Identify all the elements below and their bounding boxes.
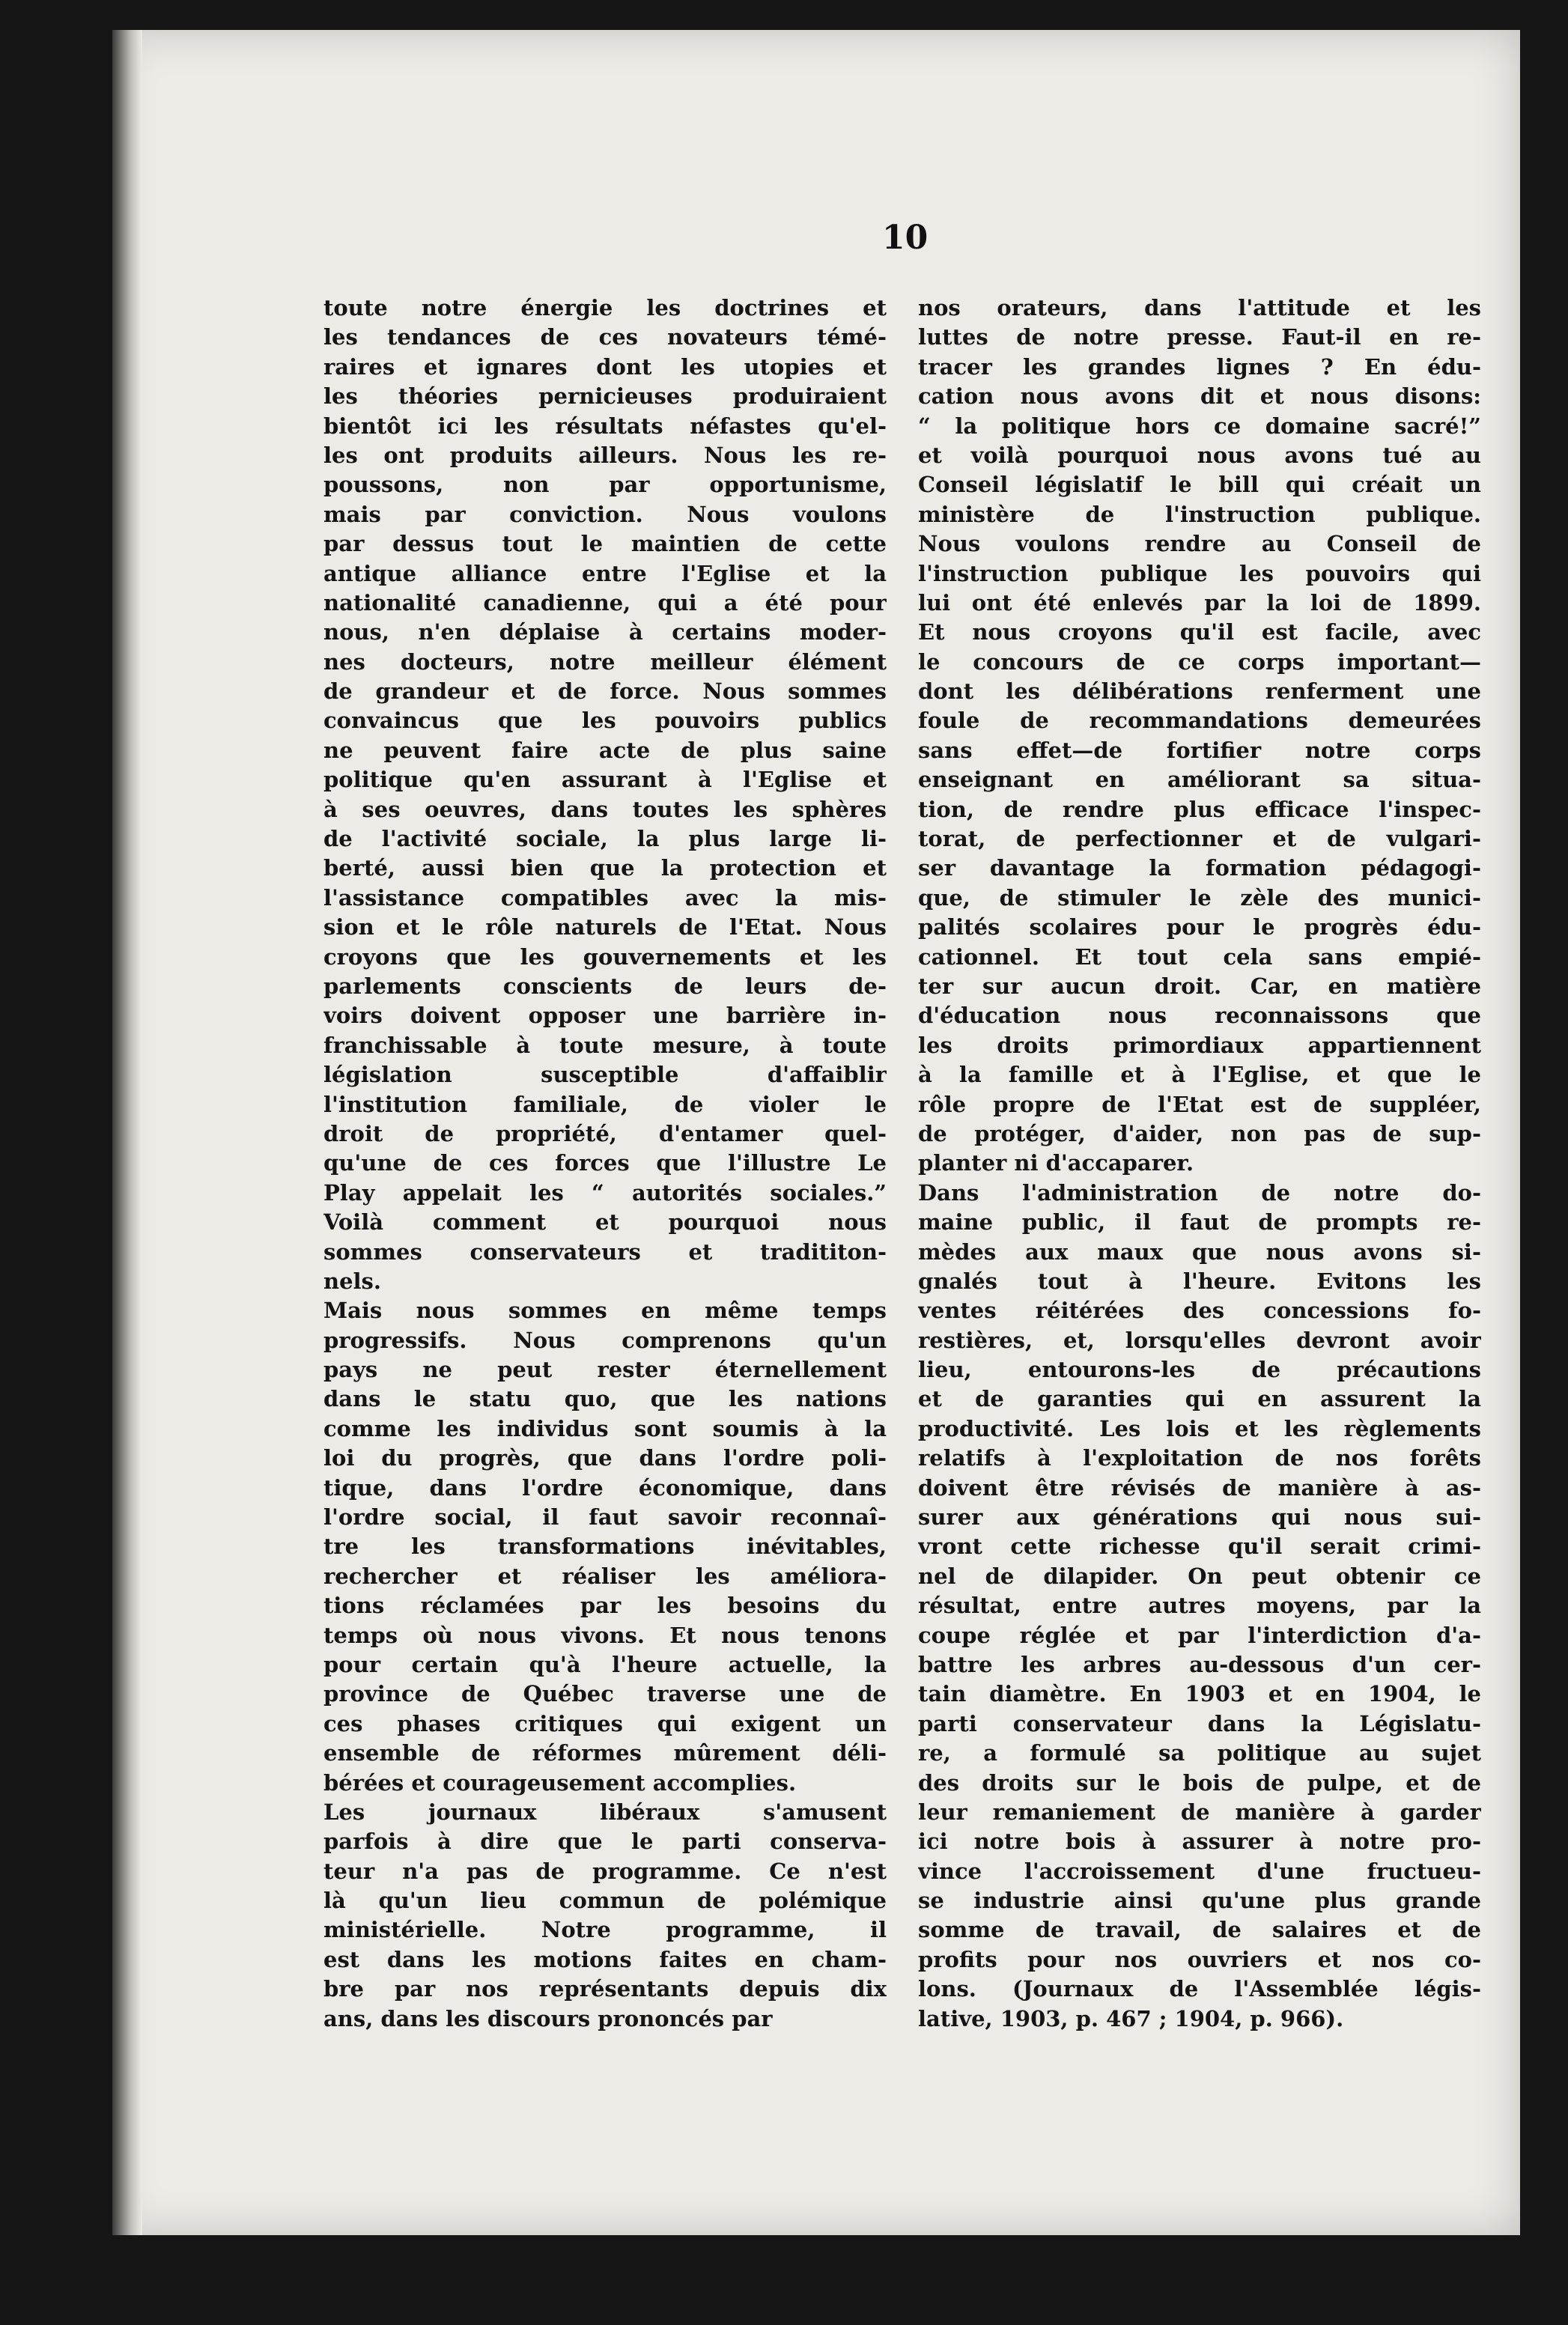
text-line: comme les individus sont soumis à la	[323, 1415, 887, 1441]
text-line: ces phases critiques qui exigent un	[323, 1710, 887, 1736]
text-line: lons. (Journaux de l'Assemblée légis-	[918, 1976, 1481, 2002]
text-line: sion et le rôle naturels de l'Etat. Nous	[323, 914, 887, 940]
text-line: cation nous avons dit et nous disons:	[918, 383, 1481, 410]
text-line: les ont produits ailleurs. Nous les re-	[323, 442, 887, 468]
text-line: re, a formulé sa politique au sujet	[918, 1740, 1481, 1766]
text-line: Dans l'administration de notre do-	[918, 1179, 1481, 1206]
text-line: à la famille et à l'Eglise, et que le	[918, 1062, 1481, 1088]
text-line: sans effet—de fortifier notre corps	[918, 737, 1481, 763]
text-line: parfois à dire que le parti conserva-	[323, 1829, 887, 1855]
text-line: tre les transformations inévitables,	[323, 1534, 887, 1560]
text-line: les théories pernicieuses produiraient	[323, 383, 887, 410]
text-line: Voilà comment et pourquoi nous	[323, 1209, 887, 1236]
text-line: profits pour nos ouvriers et nos co-	[918, 1946, 1481, 1972]
text-line: bre par nos représentants depuis dix	[323, 1976, 887, 2002]
text-line: tain diamètre. En 1903 et en 1904, le	[918, 1681, 1481, 1707]
left-text-column	[323, 294, 887, 2034]
text-line: ventes réitérées des concessions fo-	[918, 1298, 1481, 1324]
text-line: maine public, il faut de prompts re-	[918, 1209, 1481, 1236]
text-line: sommes conservateurs et tradititon-	[323, 1239, 887, 1265]
text-line: palités scolaires pour le progrès édu-	[918, 914, 1481, 940]
text-line: luttes de notre presse. Faut-il en re-	[918, 324, 1481, 350]
text-line: tion, de rendre plus efficace l'inspec-	[918, 796, 1481, 822]
text-line: parti conservateur dans la Législatu-	[918, 1710, 1481, 1736]
text-line: et de garanties qui en assurent la	[918, 1386, 1481, 1412]
text-line: mèdes aux maux que nous avons si-	[918, 1239, 1481, 1265]
text-line: là qu'un lieu commun de polémique	[323, 1888, 887, 1914]
text-line: gnalés tout à l'heure. Evitons les	[918, 1268, 1481, 1294]
text-line: et voilà pourquoi nous avons tué au	[918, 442, 1481, 468]
page-binding-edge	[112, 30, 142, 2235]
text-line: que, de stimuler le zèle des munici-	[918, 884, 1481, 911]
text-line: torat, de perfectionner et de vulgari-	[918, 826, 1481, 852]
text-line: temps où nous vivons. Et nous tenons	[323, 1622, 887, 1648]
text-line: résultat, entre autres moyens, par la	[918, 1593, 1481, 1619]
text-line: doivent être révisés de manière à as-	[918, 1474, 1481, 1501]
text-line: Conseil législatif le bill qui créait un	[918, 472, 1481, 498]
text-line: se industrie ainsi qu'une plus grande	[918, 1888, 1481, 1914]
text-line: Nous voulons rendre au Conseil de	[918, 531, 1481, 557]
text-line: battre les arbres au-dessous d'un cer-	[918, 1651, 1481, 1677]
text-line: bérées et courageusement accomplies.	[323, 1769, 797, 1796]
text-line: nationalité canadienne, qui a été pour	[323, 589, 887, 616]
text-line: vince l'accroissement d'une fructueu-	[918, 1858, 1481, 1884]
text-line: de l'activité sociale, la plus large li-	[323, 826, 887, 852]
text-line: enseignant en améliorant sa situa-	[918, 767, 1481, 793]
text-line: leur remaniement de manière à garder	[918, 1799, 1481, 1825]
text-line: dont les délibérations renferment une	[918, 678, 1481, 705]
text-line: lative, 1903, p. 467 ; 1904, p. 966).	[918, 2005, 1344, 2031]
text-line: l'instruction publique les pouvoirs qui	[918, 560, 1481, 586]
text-line: ans, dans les discours prononcés par	[323, 2005, 773, 2031]
text-line: Les journaux libéraux s'amusent	[323, 1799, 887, 1825]
text-line: l'assistance compatibles avec la mis-	[323, 884, 887, 911]
text-line: vront cette richesse qu'il serait crimi-	[918, 1534, 1481, 1560]
text-line: province de Québec traverse une de	[323, 1681, 887, 1707]
text-line: rechercher et réaliser les améliora-	[323, 1563, 887, 1589]
text-line: mais par conviction. Nous voulons	[323, 501, 887, 527]
text-line: ser davantage la formation pédagogi-	[918, 855, 1481, 881]
text-line: teur n'a pas de programme. Ce n'est	[323, 1858, 887, 1884]
text-line: Mais nous sommes en même temps	[323, 1298, 887, 1324]
text-line: foule de recommandations demeurées	[918, 708, 1481, 734]
text-line: surer aux générations qui nous sui-	[918, 1504, 1481, 1531]
text-line: cationnel. Et tout cela sans empié-	[918, 943, 1481, 970]
text-line: franchissable à toute mesure, à toute	[323, 1032, 887, 1058]
text-line: nes docteurs, notre meilleur élément	[323, 648, 887, 675]
text-line: convaincus que les pouvoirs publics	[323, 708, 887, 734]
text-line: lui ont été enlevés par la loi de 1899.	[918, 589, 1481, 616]
text-line: croyons que les gouvernements et les	[323, 943, 887, 970]
text-line: les droits primordiaux appartiennent	[918, 1032, 1481, 1058]
text-line: bientôt ici les résultats néfastes qu'el-	[323, 413, 887, 439]
text-line: pour certain qu'à l'heure actuelle, la	[323, 1651, 887, 1677]
text-line: dans le statu quo, que les nations	[323, 1386, 887, 1412]
text-line: pays ne peut rester éternellement	[323, 1357, 887, 1383]
text-line: Et nous croyons qu'il est facile, avec	[918, 619, 1481, 645]
text-line: rôle propre de l'Etat est de suppléer,	[918, 1091, 1481, 1117]
text-line: nous, n'en déplaise à certains moder-	[323, 619, 887, 645]
text-line: productivité. Les lois et les règlements	[918, 1415, 1481, 1441]
text-line: raires et ignares dont les utopies et	[323, 353, 887, 380]
text-line: ici notre bois à assurer à notre pro-	[918, 1829, 1481, 1855]
text-line: antique alliance entre l'Eglise et la	[323, 560, 887, 586]
text-line: l'institution familiale, de violer le	[323, 1091, 887, 1117]
text-line: nels.	[323, 1268, 381, 1294]
text-line: progressifs. Nous comprenons qu'un	[323, 1327, 887, 1353]
text-line: voirs doivent opposer une barrière in-	[323, 1003, 887, 1029]
right-text-column	[918, 294, 1481, 2034]
text-line: tique, dans l'ordre économique, dans	[323, 1474, 887, 1501]
text-line: législation susceptible d'affaiblir	[323, 1062, 887, 1088]
text-line: parlements conscients de leurs de-	[323, 973, 887, 999]
text-line: berté, aussi bien que la protection et	[323, 855, 887, 881]
text-line: politique qu'en assurant à l'Eglise et	[323, 767, 887, 793]
text-line: restières, et, lorsqu'elles devront avoir	[918, 1327, 1481, 1353]
text-line: droit de propriété, d'entamer quel-	[323, 1120, 887, 1146]
text-line: des droits sur le bois de pulpe, et de	[918, 1769, 1481, 1796]
text-line: ter sur aucun droit. Car, en matière	[918, 973, 1481, 999]
text-line: ensemble de réformes mûrement déli-	[323, 1740, 887, 1766]
text-line: à ses oeuvres, dans toutes les sphères	[323, 796, 887, 822]
text-line: les tendances de ces novateurs témé-	[323, 324, 887, 350]
text-line: lieu, entourons-les de précautions	[918, 1357, 1481, 1383]
text-line: ne peuvent faire acte de plus saine	[323, 737, 887, 763]
text-line: coupe réglée et par l'interdiction d'a-	[918, 1622, 1481, 1648]
text-line: qu'une de ces forces que l'illustre Le	[323, 1150, 887, 1176]
text-line: nos orateurs, dans l'attitude et les	[918, 295, 1481, 320]
text-line: toute notre énergie les doctrines et	[323, 295, 887, 320]
text-line: tracer les grandes lignes ? En édu-	[918, 353, 1481, 380]
text-line: de grandeur et de force. Nous sommes	[323, 678, 887, 705]
text-line: relatifs à l'exploitation de nos forêts	[918, 1445, 1481, 1471]
text-line: l'ordre social, il faut savoir reconnaî-	[323, 1504, 887, 1531]
text-line: somme de travail, de salaires et de	[918, 1917, 1481, 1943]
text-line: Play appelait les “ autorités sociales.”	[323, 1179, 887, 1206]
text-line: de protéger, d'aider, non pas de sup-	[918, 1120, 1481, 1146]
page-number: 10	[882, 219, 929, 257]
text-line: par dessus tout le maintien de cette	[323, 531, 887, 557]
text-line: loi du progrès, que dans l'ordre poli-	[323, 1445, 887, 1471]
text-line: planter ni d'accaparer.	[918, 1150, 1194, 1176]
text-line: poussons, non par opportunisme,	[323, 472, 887, 498]
text-line: est dans les motions faites en cham-	[323, 1946, 887, 1972]
text-line: ministère de l'instruction publique.	[918, 501, 1481, 527]
text-line: nel de dilapider. On peut obtenir ce	[918, 1563, 1481, 1589]
text-line: d'éducation nous reconnaissons que	[918, 1003, 1481, 1029]
text-line: “ la politique hors ce domaine sacré!”	[918, 413, 1481, 439]
text-line: ministérielle. Notre programme, il	[323, 1917, 887, 1943]
text-line: tions réclamées par les besoins du	[323, 1593, 887, 1619]
text-line: le concours de ce corps important—	[918, 648, 1481, 675]
